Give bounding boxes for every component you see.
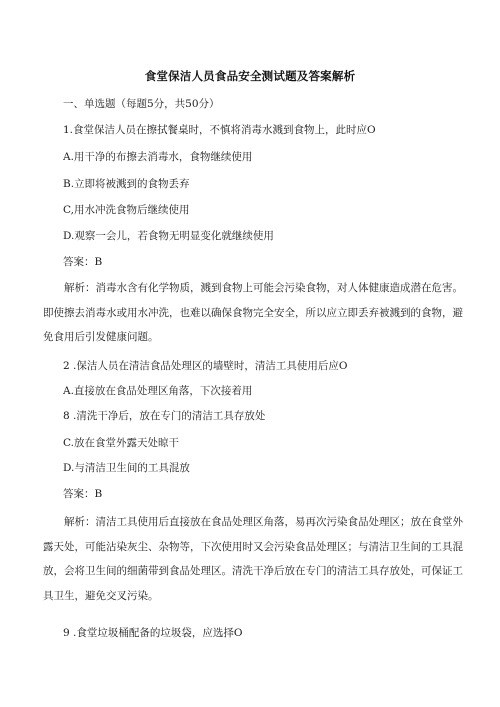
document-title: 食堂保洁人员食品安全测试题及答案解析 [144,69,356,83]
question-1-option-c: C,用水冲洗食物后继续使用 [63,204,190,216]
question-2-analysis: 解析：清洁工具使用后直接放在食品处理区角落，易再次污染食品处理区；放在食堂外露天处，可能沾染灰尘、杂物等，下次使用时又会污染食品处理区；与清洁卫生间的工具混放，会将卫生间的细菌带到食品处理区。清洗干净后放在专门的清洁工具存放处，可保证工具卫生，避免交叉污染。 [43,516,463,602]
question-2-option-b: 8 .清洗干净后，放在专门的清洁工具存放处 [63,410,266,422]
question-1-answer: 答案：B [63,256,103,268]
question-2-stem: 2 .保洁人员在清洁食品处理区的墙壁时，清洁工具使用后应O [63,360,348,372]
question-1-stem: 1.食堂保洁人员在擦拭餐桌时，不慎将消毒水溅到食物上，此时应O [63,124,376,136]
question-1-option-a: A.用干净的布擦去消毒水，食物继续使用 [63,151,253,163]
question-1-analysis: 解析：消毒水含有化学物质，溅到食物上可能会污染食物，对人体健康造成潜在危害。即使擦去消毒水或用水冲洗，也难以确保食物完全安全，所以应立即丢弃被溅到的食物，避免食用后引发健康问题。 [43,282,463,343]
question-1-option-b: B.立即将被溅到的食物丢弃 [63,178,190,190]
question-3-stem: 9 .食堂垃圾桶配备的垃圾袋，应选择O [63,627,243,639]
question-2-option-a: A.直接放在食品处理区角落，下次接着用 [63,385,253,397]
question-1-option-d: D.观察一会儿，若食物无明显变化就继续使用 [63,230,274,242]
question-2-option-c: C.放在食堂外露天处晾干 [63,437,179,449]
question-2-answer: 答案：B [63,488,103,500]
section-heading: 一、单选题（每题5分，共50分） [63,98,220,110]
question-2-option-d: D.与清洁卫生间的工具混放 [63,462,190,474]
